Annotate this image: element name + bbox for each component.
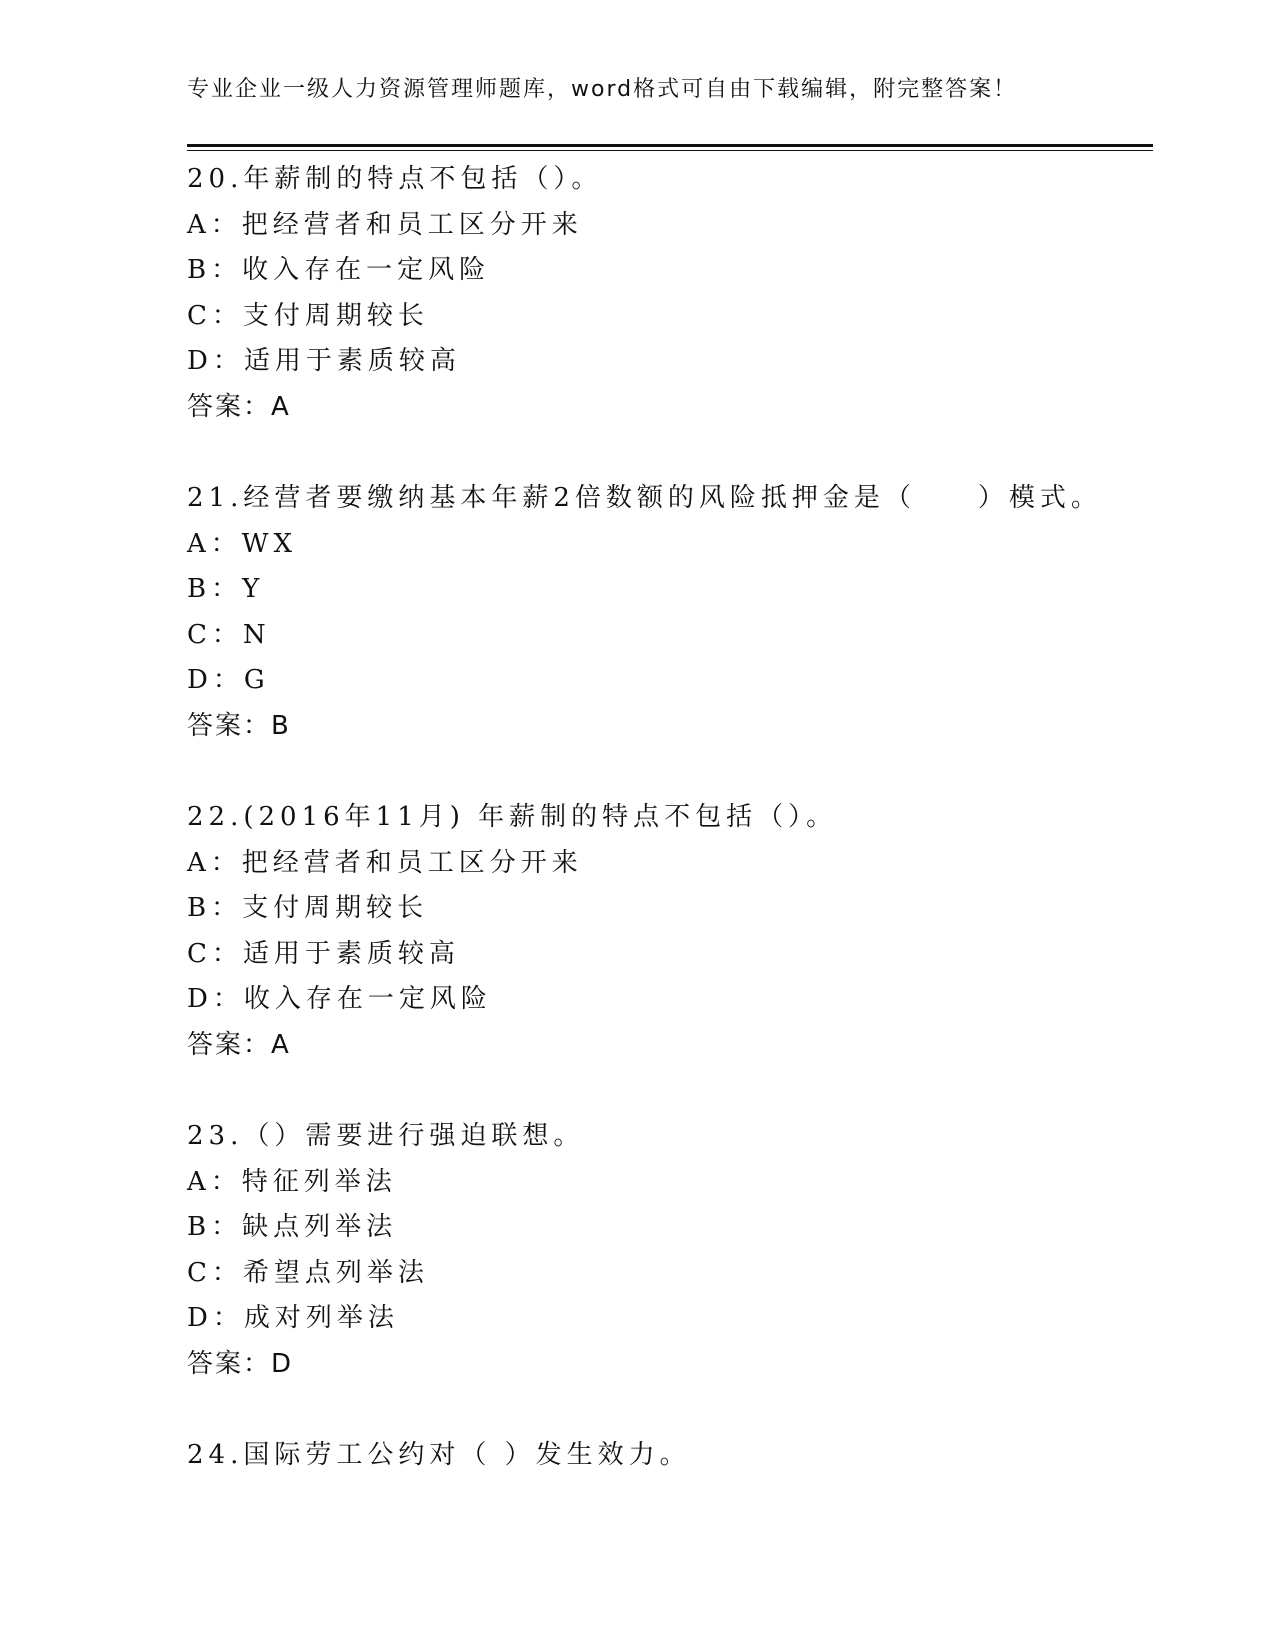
option-b: B：支付周期较长 [187,893,429,923]
option-c: C：适用于素质较高 [187,938,460,969]
option-b: B：缺点列举法 [187,1212,398,1242]
option-b: B：Y [187,574,265,604]
page-header: 专业企业一级人力资源管理师题库，word格式可自由下载编辑，附完整答案！ [187,77,1018,102]
question-24 [187,1433,1153,1479]
question-21 [187,476,1153,749]
answer-line: 答案：D [187,1348,294,1379]
option-b: B：收入存在一定风险 [187,255,491,285]
question-stem: 24.国际劳工公约对（ ）发生效力。 [187,1440,691,1470]
question-stem: 23.（）需要进行强迫联想。 [187,1121,585,1151]
question-stem: 20.年薪制的特点不包括（）。 [187,164,603,194]
answer-line: 答案：A [187,1029,291,1060]
question-stem: 21.经营者要缴纳基本年薪2倍数额的风险抵押金是（ ）模式。 [187,483,1102,513]
option-d: D：收入存在一定风险 [187,984,492,1014]
question-stem: 22.(2016年11月) 年薪制的特点不包括（）。 [187,802,838,832]
option-a: A：特征列举法 [187,1166,397,1197]
option-a: A：把经营者和员工区分开来 [187,847,583,878]
question-23 [187,1114,1153,1387]
option-c: C：希望点列举法 [187,1257,429,1288]
question-22 [187,795,1153,1068]
option-d: D：G [187,665,270,695]
option-d: D：适用于素质较高 [187,346,461,376]
option-a: A：WX [187,528,298,559]
answer-line: 答案：A [187,391,291,422]
question-list [187,157,1153,1525]
option-a: A：把经营者和员工区分开来 [187,209,583,240]
option-c: C：支付周期较长 [187,300,429,331]
question-20 [187,157,1153,430]
header-rule-thick [187,144,1153,147]
option-c: C：N [187,619,271,650]
header-rule-thin [187,150,1153,151]
answer-line: 答案：B [187,710,291,741]
option-d: D：成对列举法 [187,1303,399,1333]
